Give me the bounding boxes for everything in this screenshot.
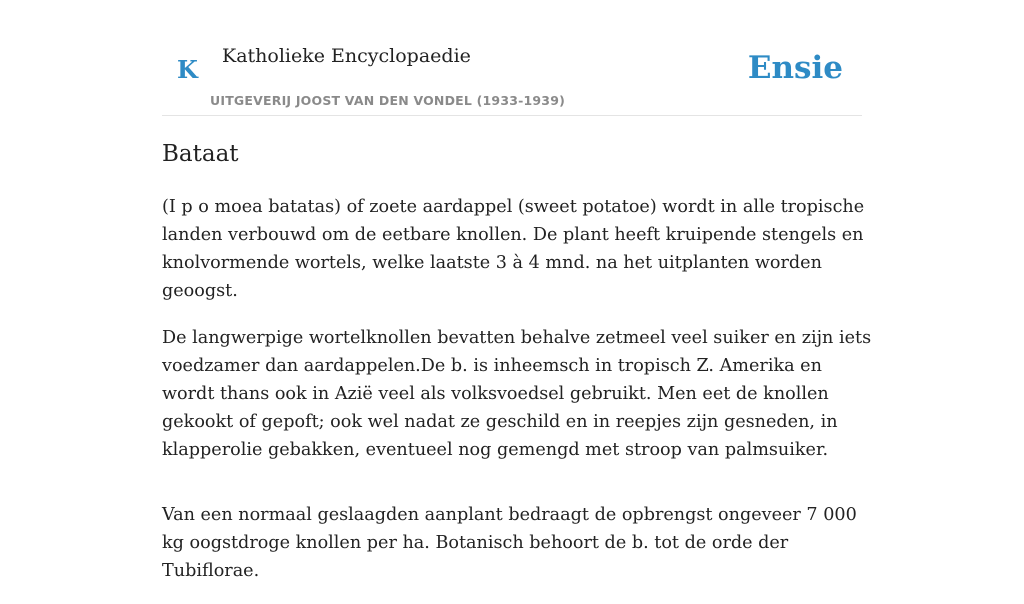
article-paragraph: Van een normaal geslaagden aanplant bedraagt de opbrengst ongeveer 7 000 kg oogstdroge knollen per ha. Botanisch behoort de b. tot de orde der Tubiflorae. xyxy=(162,505,857,581)
site-header xyxy=(162,30,862,116)
publication-subtitle: UITGEVERIJ JOOST VAN DEN VONDEL (1933-1939) xyxy=(210,93,566,108)
article xyxy=(162,138,872,604)
publication-logo[interactable]: K xyxy=(177,55,198,84)
publication-title[interactable]: Katholieke Encyclopaedie xyxy=(222,45,471,67)
article-paragraph: De langwerpige wortelknollen bevatten behalve zetmeel veel suiker en zijn iets voedzamer dan aardappelen.De b. is inheemsch in tropisch Z. Amerika en wordt thans ook in Azië veel als volksvoedsel gebruikt. Men eet de knollen gekookt of gepoft; ook wel nadat ze geschild en in reepjes zijn gesneden, in klapperolie gebakken, eventueel nog gemengd met stroop van palmsuiker. xyxy=(162,328,872,460)
article-paragraph: (I p o moea batatas) of zoete aardappel (sweet potatoe) wordt in alle tropische landen verbouwd om de eetbare knollen. De plant heeft kruipende stengels en knolvormende wortels, welke laatste 3 à 4 mnd. na het uitplanten worden geoogst. xyxy=(162,197,865,301)
article-title: Bataat xyxy=(162,141,239,167)
ensie-logo[interactable]: Ensie xyxy=(747,50,843,86)
